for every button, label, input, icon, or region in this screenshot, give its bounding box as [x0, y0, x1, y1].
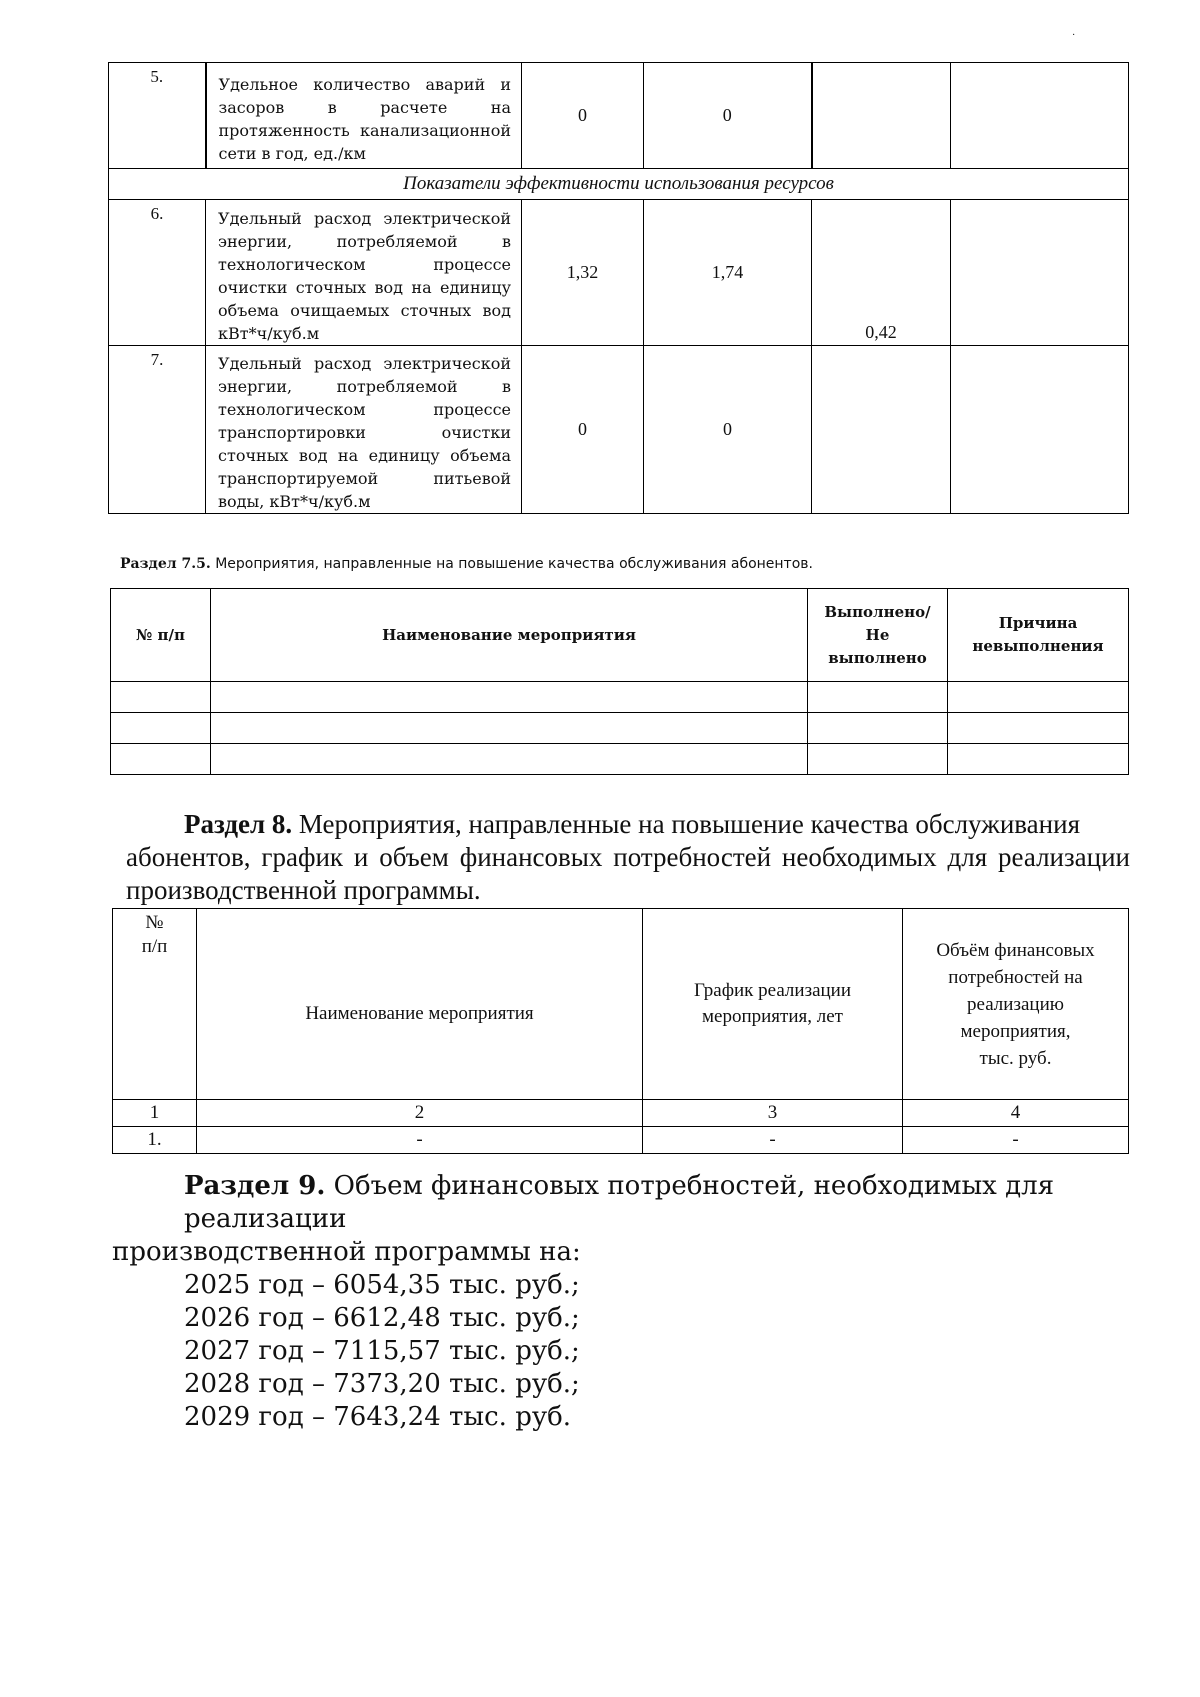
- row-number: 7.: [109, 346, 206, 514]
- section-9: [112, 1170, 1132, 1434]
- data-cell: 1.: [113, 1127, 197, 1154]
- value-cell: [951, 346, 1129, 514]
- data-cell: -: [643, 1127, 903, 1154]
- indicator-name: Удельное количество аварий и засоров в расчете на протяженность канализационной сети в год, ед./км: [206, 63, 522, 169]
- index-cell: 1: [113, 1100, 197, 1127]
- section-8-line: абонентов, график и объем финансовых потребностей необходимых для реализации: [126, 842, 1130, 872]
- header-reason-line: Причина: [998, 614, 1078, 632]
- section-7-5-label: Раздел 7.5.: [120, 556, 211, 572]
- header-done-line: Не: [865, 625, 890, 644]
- section-7-5-title: Мероприятия, направленные на повышение качества обслуживания абонентов.: [210, 556, 813, 572]
- section-8-line: производственной программы.: [126, 875, 481, 905]
- header-num: № п/п: [111, 589, 211, 682]
- indicator-name: Удельный расход электрической энергии, потребляемой в технологическом процессе транспортировки очистки сточных вод на единицу объема транспортируемой питьевой воды, кВт*ч/куб.м: [206, 346, 522, 514]
- header-schedule-line: мероприятия, лет: [702, 1006, 843, 1027]
- index-cell: 3: [643, 1100, 903, 1127]
- section-7-5-table: [110, 588, 1129, 775]
- header-name: Наименование мероприятия: [197, 909, 643, 1100]
- header-finance-line: Объём финансовых: [936, 939, 1095, 961]
- header-finance-line: реализацию: [967, 993, 1064, 1015]
- row-number: 5.: [109, 63, 206, 169]
- table-header-row: [111, 589, 1129, 682]
- value-cell: 0: [522, 346, 644, 514]
- value-cell: 0: [644, 63, 812, 169]
- table-row: [109, 346, 1129, 514]
- table-index-row: [113, 1100, 1129, 1127]
- section-8-text: Мероприятия, направленные на повышение качества обслуживания: [292, 809, 1080, 839]
- header-reason: [948, 589, 1129, 682]
- header-schedule-line: График реализации: [693, 980, 852, 1001]
- value-cell: 0: [522, 63, 644, 169]
- index-cell: 4: [903, 1100, 1129, 1127]
- header-num: [113, 909, 197, 1100]
- section-8-label: Раздел 8.: [184, 809, 293, 839]
- section-9-line: [112, 1170, 1132, 1236]
- year-item: 2025 год – 6054,35 тыс. руб.;: [184, 1270, 580, 1300]
- data-cell: -: [197, 1127, 643, 1154]
- year-list: [112, 1269, 1132, 1434]
- section-row: [109, 169, 1129, 200]
- value-cell: 1,32: [522, 200, 644, 346]
- header-num-line: п/п: [141, 936, 168, 957]
- section-8-table: [112, 908, 1129, 1154]
- table-row: [113, 1127, 1129, 1154]
- header-reason-line: невыполнения: [972, 637, 1104, 655]
- header-finance-line: мероприятия,: [960, 1020, 1071, 1042]
- header-finance: [903, 909, 1129, 1100]
- table-row: [109, 63, 1129, 169]
- value-cell: [812, 346, 951, 514]
- value-cell: [951, 63, 1129, 169]
- value-cell: 0: [644, 346, 812, 514]
- table-header-row: [113, 909, 1129, 1100]
- page-mark: ·: [1072, 30, 1076, 41]
- value-cell: [951, 200, 1129, 346]
- table-row: [111, 713, 1129, 744]
- year-item: 2029 год – 7643,24 тыс. руб.: [184, 1402, 572, 1432]
- value-cell: [812, 63, 951, 169]
- section-label: Показатели эффективности использования ресурсов: [109, 169, 1129, 200]
- table-row: [111, 682, 1129, 713]
- section-9-label: Раздел 9.: [184, 1171, 326, 1201]
- row-number: 6.: [109, 200, 206, 346]
- table-row: [109, 200, 1129, 346]
- header-finance-line: тыс. руб.: [979, 1047, 1052, 1069]
- indicators-table: [108, 62, 1129, 514]
- value-cell: 1,74: [644, 200, 812, 346]
- header-finance-line: потребностей на: [948, 966, 1083, 988]
- section-8-heading: [126, 808, 1130, 907]
- indicator-name: Удельный расход электрической энергии, потребляемой в технологическом процессе очистки сточных вод на единицу объема очищаемых сточных вод кВт*ч/куб.м: [206, 200, 522, 346]
- data-cell: -: [903, 1127, 1129, 1154]
- year-item: 2028 год – 7373,20 тыс. руб.;: [184, 1369, 580, 1399]
- year-item: 2026 год – 6612,48 тыс. руб.;: [184, 1303, 580, 1333]
- index-cell: 2: [197, 1100, 643, 1127]
- table-row: [111, 744, 1129, 775]
- header-schedule: [643, 909, 903, 1100]
- section-9-text: Объем финансовых потребностей, необходимых для реализации: [184, 1171, 1055, 1234]
- header-done: [808, 589, 948, 682]
- section-9-line: производственной программы на:: [112, 1237, 581, 1267]
- year-item: 2027 год – 7115,57 тыс. руб.;: [184, 1336, 580, 1366]
- header-num-line: №: [145, 912, 164, 933]
- section-7-5-caption: [120, 556, 813, 572]
- header-name: Наименование мероприятия: [211, 589, 808, 682]
- section-8-line: [126, 808, 1130, 841]
- header-done-line: Выполнено/: [824, 602, 931, 621]
- header-done-line: выполнено: [828, 648, 927, 667]
- value-cell: 0,42: [812, 200, 951, 346]
